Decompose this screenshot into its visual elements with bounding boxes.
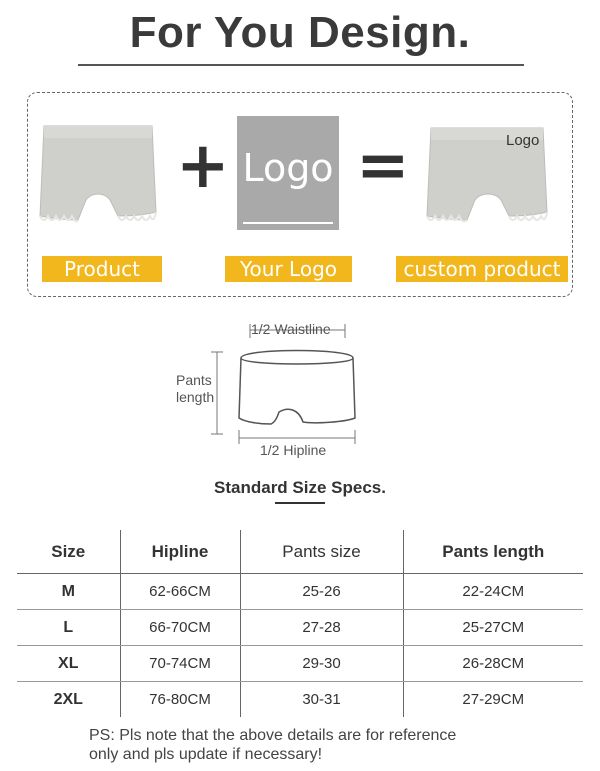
logo-placeholder-underline (243, 222, 333, 224)
cell-pants-size: 30-31 (240, 682, 403, 718)
table-row (17, 646, 583, 682)
cell-hipline: 76-80CM (120, 682, 240, 718)
product-tag: Product (42, 256, 162, 282)
cell-pants-length: 25-27CM (403, 610, 583, 646)
size-specs-title: Standard Size Specs. (214, 478, 386, 497)
cell-pants-length: 22-24CM (403, 574, 583, 610)
cell-pants-length: 27-29CM (403, 682, 583, 718)
title-underline (78, 64, 524, 66)
cell-pants-length: 26-28CM (403, 646, 583, 682)
table-row (17, 610, 583, 646)
reference-note (89, 726, 529, 764)
plus-sign: + (176, 129, 230, 203)
header-hipline: Hipline (120, 530, 240, 574)
size-table (17, 530, 583, 717)
cell-pants-size: 27-28 (240, 610, 403, 646)
cell-size: M (17, 574, 120, 610)
table-row (17, 574, 583, 610)
cell-pants-size: 25-26 (240, 574, 403, 610)
waistline-label: 1/2 Waistline (251, 321, 331, 337)
header-pants-size: Pants size (240, 530, 403, 574)
cell-pants-size: 29-30 (240, 646, 403, 682)
cell-hipline: 70-74CM (120, 646, 240, 682)
table-header-row (17, 530, 583, 574)
reference-note-line1: PS: Pls note that the above details are for reference (89, 727, 457, 744)
logo-placeholder-text: Logo (242, 146, 334, 190)
cell-hipline: 62-66CM (120, 574, 240, 610)
cell-hipline: 66-70CM (120, 610, 240, 646)
table-row (17, 682, 583, 718)
size-specs-underline (275, 502, 325, 504)
header-size: Size (17, 530, 120, 574)
equals-sign: = (356, 129, 410, 203)
reference-note-line2: only and pls update if necessary! (89, 746, 323, 763)
printed-logo-text: Logo (506, 132, 540, 149)
product-shorts-image (38, 120, 158, 226)
pants-length-label-line1: Pants (176, 372, 212, 388)
logo-placeholder-box (237, 116, 339, 230)
cell-size: 2XL (53, 690, 83, 708)
cell-size: L (17, 610, 120, 646)
page-title: For You Design. (129, 8, 471, 57)
header-pants-length: Pants length (403, 530, 583, 574)
cell-size: XL (17, 646, 120, 682)
custom-product-tag: custom product (396, 256, 568, 282)
pants-length-label-line2: length (176, 389, 215, 405)
hipline-label: 1/2 Hipline (260, 442, 327, 458)
measurement-diagram (205, 318, 365, 448)
your-logo-tag: Your Logo (225, 256, 352, 282)
